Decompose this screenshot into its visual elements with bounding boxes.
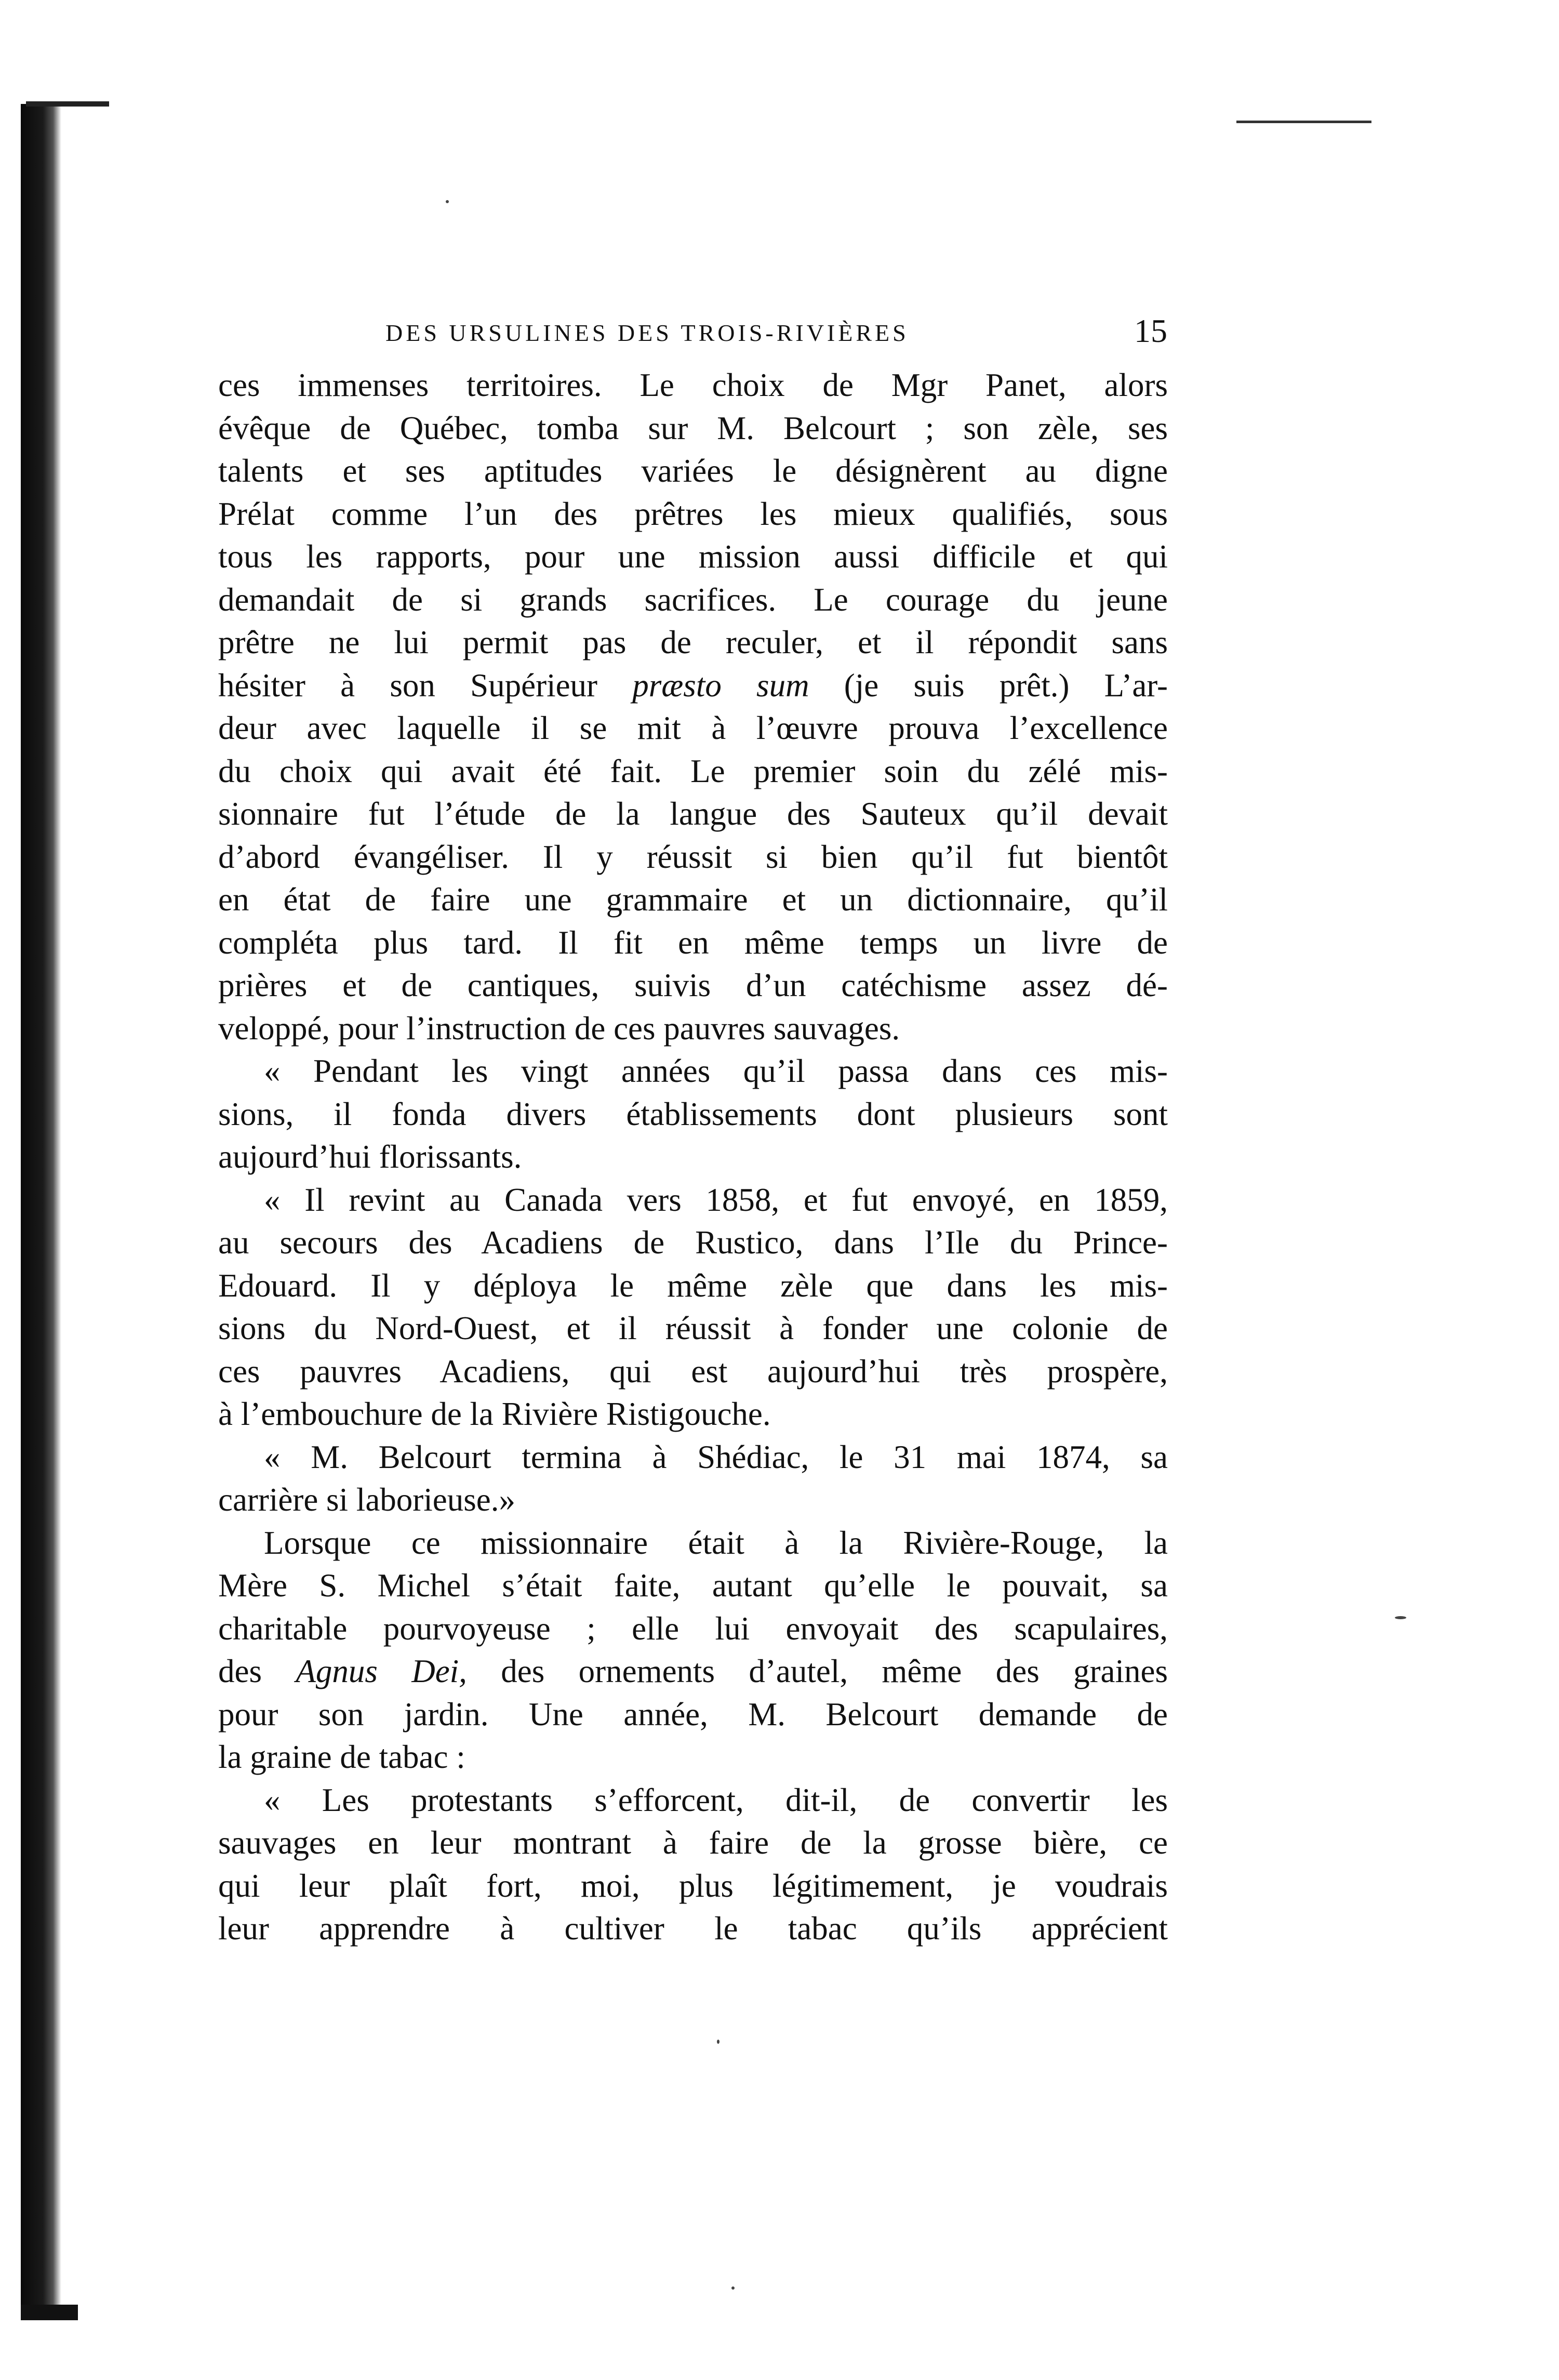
page-binding-shadow [21, 104, 61, 2312]
text-line: sauvages en leur montrant à faire de la grosse bière, ce [218, 1824, 1168, 1861]
page-binding-shadow-top [26, 101, 109, 107]
scan-speck [1395, 1616, 1406, 1619]
text-line: demandait de si grands sacrifices. Le courage du jeune [218, 581, 1168, 618]
text-line: « Il revint au Canada vers 1858, et fut envoyé, en 1859, [264, 1181, 1168, 1218]
text-line: du choix qui avait été fait. Le premier soin du zélé mis- [218, 752, 1168, 789]
text-run: des [218, 1653, 296, 1689]
text-line: à l’embouchure de la Rivière Ristigouche. [218, 1396, 771, 1432]
text-line: pour son jardin. Une année, M. Belcourt demande de [218, 1696, 1168, 1733]
text-line: Mère S. Michel s’était faite, autant qu’elle le pouvait, sa [218, 1567, 1168, 1604]
text-line: sions du Nord-Ouest, et il réussit à fonder une colonie de [218, 1310, 1168, 1346]
text-line: sions, il fonda divers établissements dont plusieurs sont [218, 1095, 1168, 1132]
text-line: « Pendant les vingt années qu’il passa dans ces mis- [264, 1053, 1168, 1089]
text-line: compléta plus tard. Il fit en même temps un livre de [218, 924, 1168, 961]
italic-latin-phrase: Agnus Dei, [296, 1653, 467, 1689]
italic-latin-phrase: præsto sum [632, 667, 809, 704]
text-line: veloppé, pour l’instruction de ces pauvres sauvages. [218, 1010, 900, 1047]
page-number: 15 [1134, 312, 1167, 349]
text-line: la graine de tabac : [218, 1739, 465, 1775]
scan-speck [717, 2040, 719, 2044]
body-text [218, 364, 1168, 1950]
text-line-agnus [218, 1650, 1168, 1693]
text-line: talents et ses aptitudes variées le désignèrent au digne [218, 453, 1168, 489]
text-line: carrière si laborieuse.» [218, 1482, 515, 1518]
text-line-praesto [218, 664, 1168, 707]
text-line: qui leur plaît fort, moi, plus légitimement, je voudrais [218, 1867, 1168, 1904]
text-line: prêtre ne lui permit pas de reculer, et il répondit sans [218, 624, 1168, 660]
text-line: Prélat comme l’un des prêtres les mieux qualifiés, sous [218, 495, 1168, 532]
text-line: « Les protestants s’efforcent, dit-il, de convertir les [264, 1781, 1168, 1818]
text-line: sionnaire fut l’étude de la langue des Sauteux qu’il devait [218, 796, 1168, 832]
text-line: au secours des Acadiens de Rustico, dans l’Ile du Prince- [218, 1224, 1168, 1261]
running-head: DES URSULINES DES TROIS-RIVIÈRES [385, 320, 909, 346]
text-line: « M. Belcourt termina à Shédiac, le 31 mai 1874, sa [264, 1438, 1168, 1475]
text-run: des ornements d’autel, même des graines [467, 1653, 1168, 1689]
text-line: ces pauvres Acadiens, qui est aujourd’hui très prospère, [218, 1353, 1168, 1390]
text-line: évêque de Québec, tomba sur M. Belcourt ; son zèle, ses [218, 409, 1168, 446]
text-line: Lorsque ce missionnaire était à la Rivière-Rouge, la [264, 1524, 1168, 1561]
text-line: aujourd’hui florissants. [218, 1139, 522, 1175]
text-line: deur avec laquelle il se mit à l’œuvre prouva l’excellence [218, 710, 1168, 746]
text-line: Edouard. Il y déploya le même zèle que dans les mis- [218, 1267, 1168, 1304]
text-line: tous les rapports, pour une mission aussi difficile et qui [218, 538, 1168, 575]
text-run: hésiter à son Supérieur [218, 667, 633, 704]
text-line: leur apprendre à cultiver le tabac qu’ils apprécient [218, 1910, 1168, 1947]
scan-edge-mark [1236, 121, 1371, 123]
page-binding-shadow-bottom [21, 2305, 78, 2320]
page-header [385, 312, 1167, 353]
text-line: charitable pourvoyeuse ; elle lui envoyait des scapulaires, [218, 1610, 1168, 1647]
scan-speck [731, 2286, 735, 2290]
text-line: d’abord évangéliser. Il y réussit si bien qu’il fut bientôt [218, 838, 1168, 875]
text-line: prières et de cantiques, suivis d’un catéchisme assez dé- [218, 967, 1168, 1003]
text-line: ces immenses territoires. Le choix de Mgr Panet, alors [218, 367, 1168, 403]
text-line: en état de faire une grammaire et un dictionnaire, qu’il [218, 881, 1168, 918]
scan-speck [446, 200, 449, 203]
text-run: (je suis prêt.) L’ar- [809, 667, 1168, 704]
